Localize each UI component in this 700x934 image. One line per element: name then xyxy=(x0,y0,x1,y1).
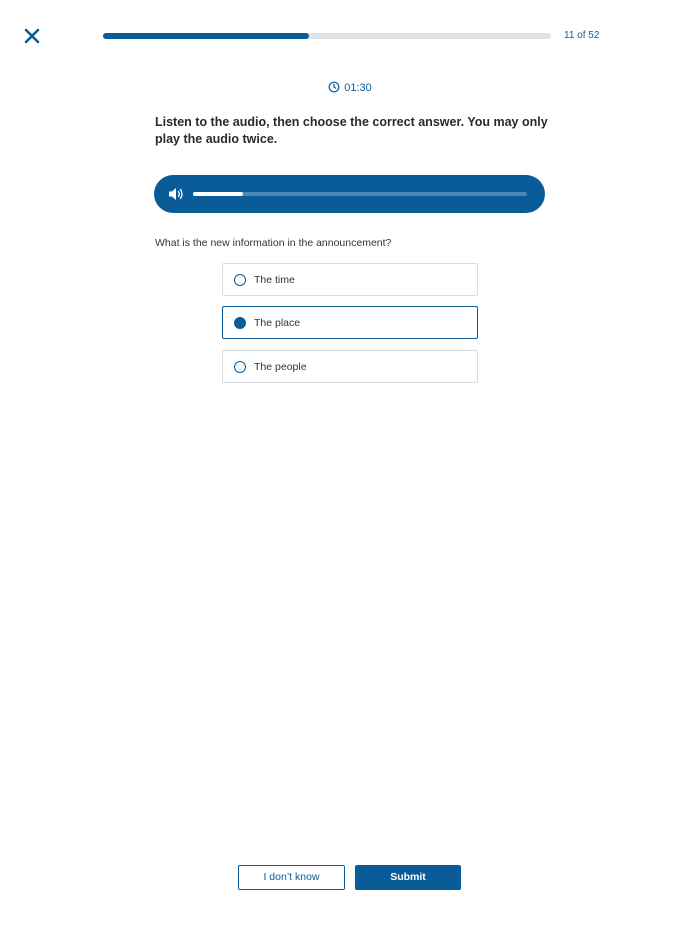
radio-button[interactable] xyxy=(234,317,246,329)
answer-option-label: The time xyxy=(254,274,295,286)
radio-button[interactable] xyxy=(234,361,246,373)
timer xyxy=(0,82,700,94)
audio-player[interactable] xyxy=(154,175,545,213)
clock-icon xyxy=(328,81,340,93)
progress-bar-fill xyxy=(103,33,309,39)
progress-bar xyxy=(103,33,551,39)
answer-option-the-place[interactable] xyxy=(222,306,478,339)
audio-progress-track[interactable] xyxy=(193,192,527,196)
answer-option-label: The people xyxy=(254,361,307,373)
question-text: What is the new information in the announcement? xyxy=(155,237,392,249)
answer-option-the-time[interactable] xyxy=(222,263,478,296)
speaker-icon[interactable] xyxy=(168,187,184,201)
timer-value: 01:30 xyxy=(344,82,372,95)
answer-option-label: The place xyxy=(254,317,301,329)
audio-progress-fill xyxy=(193,192,243,196)
instruction-text: Listen to the audio, then choose the correct answer. You may only play the audio twice. xyxy=(155,115,548,146)
submit-button[interactable]: Submit xyxy=(355,865,461,890)
progress-count: 11 of 52 xyxy=(564,30,600,41)
close-icon[interactable] xyxy=(22,26,42,46)
radio-button[interactable] xyxy=(234,274,246,286)
answer-option-the-people[interactable] xyxy=(222,350,478,383)
dont-know-button[interactable]: I don’t know xyxy=(238,865,345,890)
close-button[interactable] xyxy=(22,26,42,46)
